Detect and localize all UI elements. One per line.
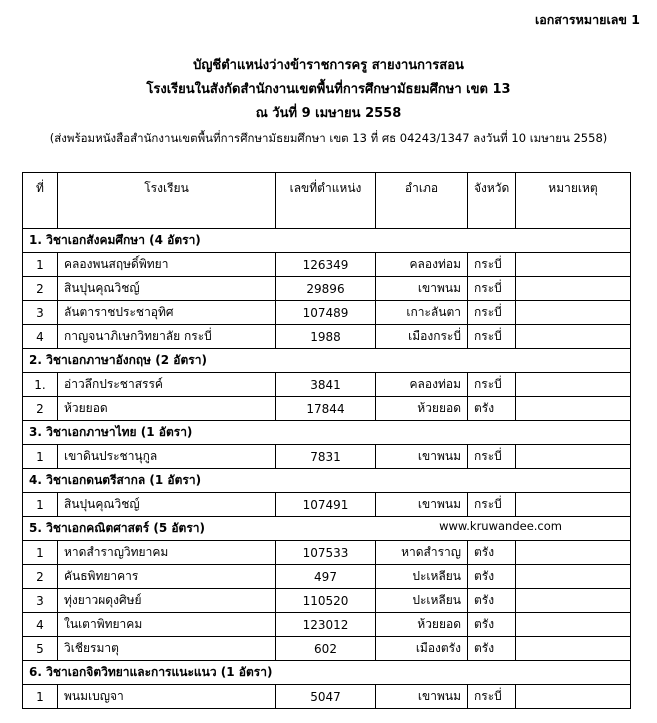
- cell-school: คันธพิทยาคาร: [58, 565, 276, 589]
- section-row: [23, 661, 631, 685]
- cell-remark: [516, 565, 631, 589]
- cell-position-code: 107491: [276, 493, 376, 517]
- header-remark: หมายเหตุ: [516, 173, 631, 229]
- cell-school: ในเตาพิทยาคม: [58, 613, 276, 637]
- table-row: [23, 397, 631, 421]
- table-row: [23, 301, 631, 325]
- cell-remark: [516, 589, 631, 613]
- header-no: ที่: [23, 173, 58, 229]
- cell-position-code: 29896: [276, 277, 376, 301]
- cell-no: 1: [23, 493, 58, 517]
- cell-no: 3: [23, 301, 58, 325]
- section-heading-text: 1. วิชาเอกสังคมศึกษา (4 อัตรา): [29, 233, 201, 247]
- document-number: เอกสารหมายเลข 1: [534, 12, 640, 27]
- cell-district: คลองท่อม: [376, 253, 468, 277]
- cell-province: กระบี่: [468, 373, 516, 397]
- cell-district: คลองท่อม: [376, 373, 468, 397]
- header-province: จังหวัด: [468, 173, 516, 229]
- cell-no: 5: [23, 637, 58, 661]
- table-row: [23, 493, 631, 517]
- cell-district: เกาะลันตา: [376, 301, 468, 325]
- table-row: [23, 253, 631, 277]
- header-position-code: เลขที่ตำแหน่ง: [276, 173, 376, 229]
- cell-no: 4: [23, 325, 58, 349]
- cell-no: 2: [23, 397, 58, 421]
- cell-school: สินปุนคุณวิชญ์: [58, 277, 276, 301]
- cell-district: หาดสำราญ: [376, 541, 468, 565]
- cell-position-code: 7831: [276, 445, 376, 469]
- section-heading: [23, 421, 631, 445]
- cell-no: 2: [23, 565, 58, 589]
- cell-school: อ่าวลึกประชาสรรค์: [58, 373, 276, 397]
- section-row: [23, 517, 631, 541]
- section-heading: [23, 517, 631, 541]
- section-heading-text: 3. วิชาเอกภาษาไทย (1 อัตรา): [29, 425, 193, 439]
- cell-province: กระบี่: [468, 325, 516, 349]
- cell-remark: [516, 373, 631, 397]
- cell-school: พนมเบญจา: [58, 685, 276, 709]
- cell-province: กระบี่: [468, 445, 516, 469]
- section-row: [23, 349, 631, 373]
- cell-school: กาญจนาภิเษกวิทยาลัย กระบี่: [58, 325, 276, 349]
- cell-no: 1: [23, 685, 58, 709]
- cell-district: เขาพนม: [376, 445, 468, 469]
- cell-position-code: 497: [276, 565, 376, 589]
- cell-province: ตรัง: [468, 397, 516, 421]
- title-line-2: โรงเรียนในสังกัดสำนักงานเขตพื้นที่การศึกษามัธยมศึกษา เขต 13: [146, 82, 511, 97]
- cell-remark: [516, 613, 631, 637]
- cell-position-code: 1988: [276, 325, 376, 349]
- cell-school: คลองพนสฤษดิ์พิทยา: [58, 253, 276, 277]
- cell-school: วิเชียรมาตุ: [58, 637, 276, 661]
- section-row: [23, 469, 631, 493]
- section-heading: [23, 229, 631, 253]
- table-row: [23, 565, 631, 589]
- cell-province: ตรัง: [468, 589, 516, 613]
- table-row: [23, 373, 631, 397]
- cell-position-code: 110520: [276, 589, 376, 613]
- cell-school: ห้วยยอด: [58, 397, 276, 421]
- section-heading-text: 2. วิชาเอกภาษาอังกฤษ (2 อัตรา): [29, 353, 207, 367]
- table-row: [23, 637, 631, 661]
- cell-district: เมืองกระบี่: [376, 325, 468, 349]
- header-school: โรงเรียน: [58, 173, 276, 229]
- table-header-row: [23, 173, 631, 229]
- cell-remark: [516, 397, 631, 421]
- cell-position-code: 107533: [276, 541, 376, 565]
- cell-province: กระบี่: [468, 253, 516, 277]
- cell-province: ตรัง: [468, 565, 516, 589]
- cell-province: กระบี่: [468, 301, 516, 325]
- title-line-1: บัญชีตำแหน่งว่างข้าราชการครู สายงานการสอน: [193, 58, 464, 73]
- section-heading: [23, 469, 631, 493]
- table-row: [23, 541, 631, 565]
- table-body: [23, 229, 631, 709]
- cell-no: 3: [23, 589, 58, 613]
- cell-district: ปะเหลียน: [376, 565, 468, 589]
- cell-no: 4: [23, 613, 58, 637]
- cell-province: ตรัง: [468, 637, 516, 661]
- cell-school: เขาดินประชานุกูล: [58, 445, 276, 469]
- cell-province: ตรัง: [468, 613, 516, 637]
- cell-no: 1: [23, 445, 58, 469]
- cell-province: ตรัง: [468, 541, 516, 565]
- cell-no: 1: [23, 541, 58, 565]
- cell-remark: [516, 253, 631, 277]
- reference-note: (ส่งพร้อมหนังสือสำนักงานเขตพื้นที่การศึกษามัธยมศึกษา เขต 13 ที่ ศธ 04243/1347 ลงวันที่ 10 เมษายน 2558): [49, 131, 608, 145]
- cell-position-code: 17844: [276, 397, 376, 421]
- cell-position-code: 107489: [276, 301, 376, 325]
- cell-district: เมืองตรัง: [376, 637, 468, 661]
- cell-school: หาดสำราญวิทยาคม: [58, 541, 276, 565]
- section-row: [23, 421, 631, 445]
- cell-district: ปะเหลียน: [376, 589, 468, 613]
- table-row: [23, 445, 631, 469]
- vacancy-table: [22, 172, 631, 709]
- cell-remark: [516, 637, 631, 661]
- cell-district: ห้วยยอด: [376, 613, 468, 637]
- cell-no: 1.: [23, 373, 58, 397]
- table-row: [23, 325, 631, 349]
- cell-remark: [516, 493, 631, 517]
- table-row: [23, 277, 631, 301]
- cell-position-code: 3841: [276, 373, 376, 397]
- cell-school: สินปุนคุณวิชญ์: [58, 493, 276, 517]
- cell-remark: [516, 541, 631, 565]
- cell-district: เขาพนม: [376, 685, 468, 709]
- cell-remark: [516, 301, 631, 325]
- cell-district: เขาพนม: [376, 277, 468, 301]
- header-district: อำเภอ: [376, 173, 468, 229]
- cell-no: 1: [23, 253, 58, 277]
- section-heading-text: 4. วิชาเอกดนตรีสากล (1 อัตรา): [29, 473, 202, 487]
- cell-school: ลันตาราชประชาอุทิศ: [58, 301, 276, 325]
- cell-remark: [516, 277, 631, 301]
- cell-remark: [516, 325, 631, 349]
- cell-position-code: 126349: [276, 253, 376, 277]
- cell-position-code: 5047: [276, 685, 376, 709]
- cell-remark: [516, 445, 631, 469]
- table-row: [23, 685, 631, 709]
- cell-remark: [516, 685, 631, 709]
- section-heading-text: 5. วิชาเอกคณิตศาสตร์ (5 อัตรา): [29, 521, 206, 535]
- cell-position-code: 123012: [276, 613, 376, 637]
- cell-district: ห้วยยอด: [376, 397, 468, 421]
- title-line-3: ณ วันที่ 9 เมษายน 2558: [255, 106, 402, 121]
- cell-no: 2: [23, 277, 58, 301]
- section-heading: [23, 661, 631, 685]
- cell-province: กระบี่: [468, 685, 516, 709]
- section-heading-text: 6. วิชาเอกจิตวิทยาและการแนะแนว (1 อัตรา): [29, 665, 273, 679]
- table-row: [23, 589, 631, 613]
- table-row: [23, 613, 631, 637]
- section-row: [23, 229, 631, 253]
- cell-district: เขาพนม: [376, 493, 468, 517]
- cell-school: ทุ่งยาวผดุงศิษย์: [58, 589, 276, 613]
- cell-province: กระบี่: [468, 493, 516, 517]
- watermark-text: www.kruwandee.com: [439, 519, 562, 533]
- section-heading: [23, 349, 631, 373]
- cell-position-code: 602: [276, 637, 376, 661]
- cell-province: กระบี่: [468, 277, 516, 301]
